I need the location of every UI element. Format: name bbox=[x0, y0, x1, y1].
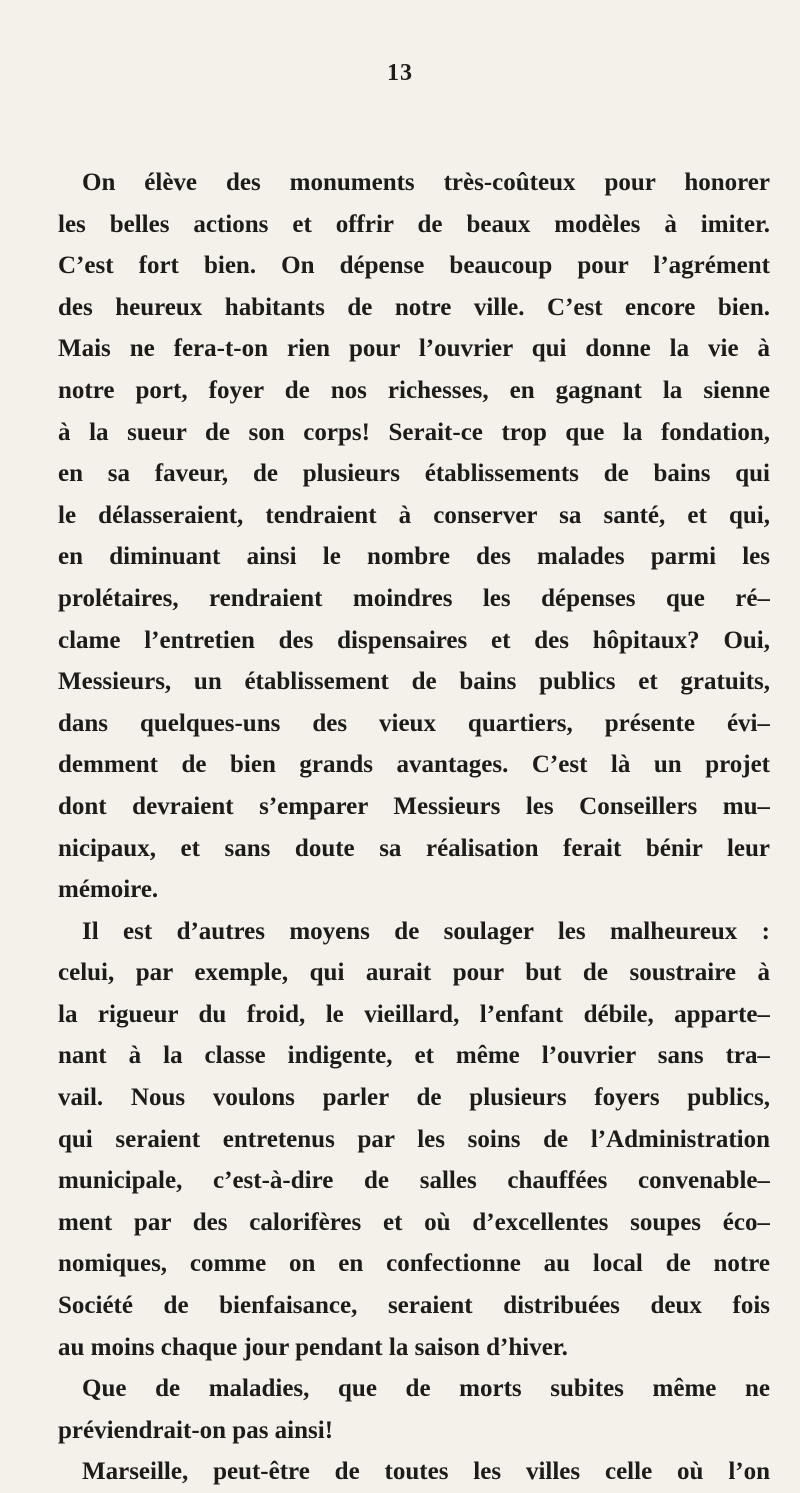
text-line: au moins chaque jour pendant la saison d’hiver. bbox=[58, 1333, 568, 1361]
text-line: demment de bien grands avantages. C’est là un projet bbox=[58, 751, 770, 779]
text-line: On élève des monuments très-coûteux pour honorer bbox=[82, 169, 770, 196]
text-line: dont devraient s’emparer Messieurs les Conseillers mu– bbox=[58, 792, 770, 820]
text-line: ment par des calorifères et où d’excellentes soupes éco– bbox=[58, 1208, 770, 1236]
text-line: notre port, foyer de nos richesses, en gagnant la sienne bbox=[58, 376, 770, 404]
text-line: nant à la classe indigente, et même l’ouvrier sans tra– bbox=[58, 1042, 770, 1070]
text-line: des heureux habitants de notre ville. C’est encore bien. bbox=[58, 293, 770, 321]
text-line: nomiques, comme on en confectionne au local de notre bbox=[58, 1250, 770, 1278]
text-line: Messieurs, un établissement de bains publics et gratuits, bbox=[58, 668, 770, 696]
text-line: Il est d’autres moyens de soulager les malheureux : bbox=[82, 917, 770, 945]
text-line: préviendrait-on pas ainsi! bbox=[58, 1416, 334, 1444]
text-line: en sa faveur, de plusieurs établissements de bains qui bbox=[58, 460, 770, 488]
text-line: Société de bienfaisance, seraient distribuées deux fois bbox=[58, 1292, 770, 1320]
text-line: celui, par exemple, qui aurait pour but de soustraire à bbox=[58, 959, 770, 987]
text-line: C’est fort bien. On dépense beaucoup pour l’agrément bbox=[58, 252, 770, 280]
text-line: Que de maladies, que de morts subites même ne bbox=[82, 1375, 770, 1403]
page-number: 13 bbox=[387, 60, 413, 86]
text-line: nicipaux, et sans doute sa réalisation ferait bénir leur bbox=[58, 834, 770, 862]
text-line: Mais ne fera-t-on rien pour l’ouvrier qui donne la vie à bbox=[58, 335, 770, 363]
text-line: la rigueur du froid, le vieillard, l’enfant débile, apparte– bbox=[58, 1000, 770, 1028]
text-line: le délasseraient, tendraient à conserver sa santé, et qui, bbox=[58, 501, 770, 529]
text-line: prolétaires, rendraient moindres les dépenses que ré– bbox=[58, 584, 770, 612]
text-line: municipale, c’est-à-dire de salles chauffées convenable– bbox=[58, 1167, 770, 1195]
text-line: qui seraient entretenus par les soins de l’Administration bbox=[58, 1125, 770, 1153]
text-line: clame l’entretien des dispensaires et des hôpitaux? Oui, bbox=[58, 626, 770, 654]
body-text bbox=[58, 162, 770, 1493]
text-line: les belles actions et offrir de beaux modèles à imiter. bbox=[58, 210, 770, 238]
text-line: en diminuant ainsi le nombre des malades parmi les bbox=[58, 543, 770, 571]
text-line: vail. Nous voulons parler de plusieurs foyers publics, bbox=[58, 1084, 770, 1112]
text-line: mémoire. bbox=[58, 876, 159, 904]
text-line: à la sueur de son corps! Serait-ce trop que la fondation, bbox=[58, 418, 770, 446]
text-line: dans quelques-uns des vieux quartiers, présente évi– bbox=[58, 709, 770, 737]
text-line: Marseille, peut-être de toutes les villes celle où l’on bbox=[82, 1458, 770, 1486]
